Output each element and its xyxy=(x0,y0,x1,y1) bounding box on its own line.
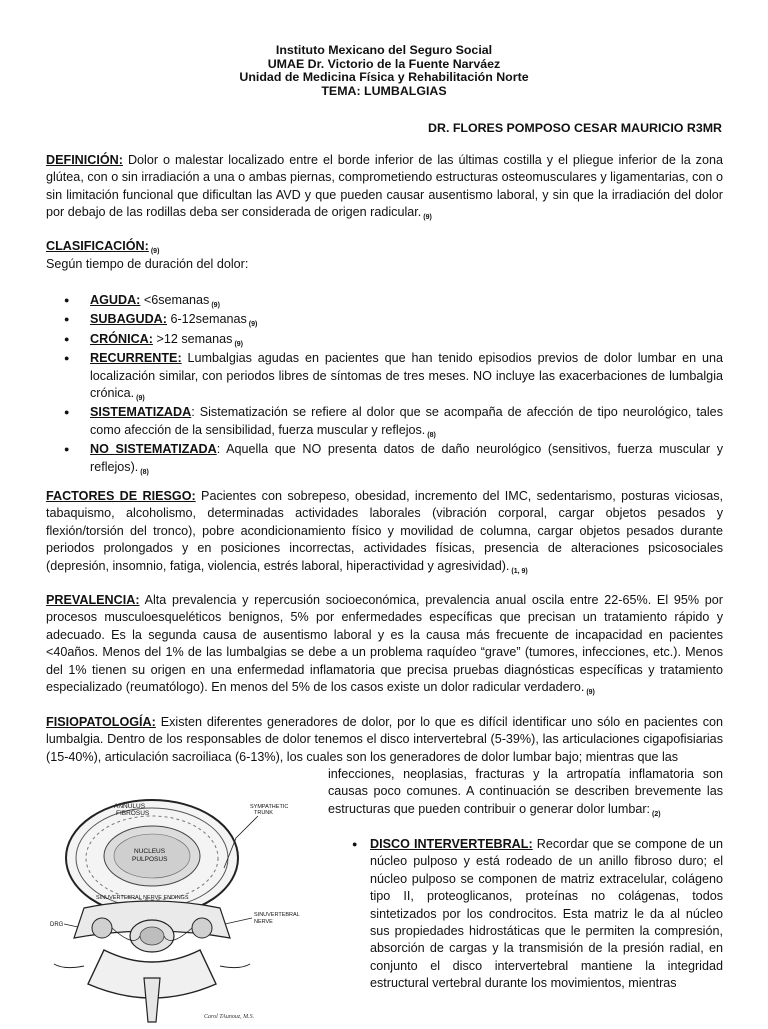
item-ref: (9) xyxy=(248,321,258,329)
classification-label: CLASIFICACIÓN: xyxy=(46,239,149,253)
risk-factors-label: FACTORES DE RIESGO: xyxy=(46,489,196,503)
pathophysiology-text: Existen diferentes generadores de dolor, por lo que es difícil identificar uno sólo en pacientes con lumbalgia. Dentro de los responsables de dolor tenemos el disco intervertebral (5-39%), las articulaciones cigapofisiarias (15-40%), articulación sacroiliaca (6-13%), los cuales son los generadores de dolor lumbar bajo; mientras que las xyxy=(46,715,723,764)
sinuvertebral-endings-label: SINUVERTEBRAL NERVE ENDINGS xyxy=(96,895,189,901)
pathophysiology-continued-text xyxy=(328,766,723,820)
item-term: RECURRENTE: xyxy=(90,351,182,366)
pathophysiology-ref: (2) xyxy=(652,810,661,818)
prevalence-paragraph xyxy=(46,592,723,698)
item-term: AGUDA: xyxy=(90,293,141,307)
item-ref: (8) xyxy=(427,431,436,439)
institution-name: Instituto Mexicano del Seguro Social xyxy=(275,43,493,57)
pulposus-label: PULPOSUS xyxy=(132,856,168,863)
prevalence-ref: (9) xyxy=(586,689,595,697)
pathophysiology-label: FISIOPATOLOGÍA: xyxy=(46,715,156,729)
signature-label: Carol TAunouz, M.S. xyxy=(204,1014,255,1020)
annulus-label: ANNULUS xyxy=(114,803,146,810)
trunk-label: TRUNK xyxy=(254,810,273,816)
fibrosus-label: FIBROSUS xyxy=(116,810,150,817)
item-text: <6semanas xyxy=(140,293,210,307)
definition-ref: (9) xyxy=(423,214,432,222)
prevalence-text: Alta prevalencia y repercusión socioeconómica, prevalencia anual oscila entre 22-65%. El 95% por procesos musculoesqueléticos benignos, 5% por enfermedades específicas que precisan un tratamiento rápido y adecuado. Es la segunda causa de ausentismo laboral y es la causa más frecuente de incapacidad en pacientes <40años. Menos del 1% de las lumbalgias se debe a un problema raquídeo “grave” (tumores, infecciones, etc.). Menos del 1% tienen su origen en una enfermedad inflamatoria que precisa pruebas diagnósticas específicas y tratamiento especializado (reumatólogo). En menos del 5% de los casos existe un dolor radicular verdadero. xyxy=(46,593,723,695)
spine-cross-section-illustration xyxy=(44,798,322,1024)
drg-label: DRG xyxy=(50,922,64,928)
pathophysiology-continued xyxy=(328,766,723,820)
list-item xyxy=(46,404,723,441)
disc-term: DISCO INTERVERTEBRAL: xyxy=(370,837,533,851)
risk-factors-paragraph xyxy=(46,488,723,577)
unit-name: Unidad de Medicina Física y Rehabilitación Norte xyxy=(239,70,529,85)
bullet-icon: ● xyxy=(352,839,358,849)
continued-text: infecciones, neoplasias, fracturas y la artropatía inflamatoria son causas poco comunes. A continuación se describen brevemente las estructuras que pueden contribuir o generar dolor lumbar: xyxy=(328,767,723,816)
definition-text: Dolor o malestar localizado entre el borde inferior de las últimas costilla y el pliegue inferior de la zona glútea, con o sin irradiación a una o ambas piernas, comprometiendo estructuras osteomusculares y ligamentarias, con o sin limitación funcional que dificultan las AVD y que pueden causar ausentismo laboral, y sin que la irradiación del dolor por debajo de las rodillas deba ser considerada de origen radicular. xyxy=(46,153,723,220)
author-name: DR. FLORES POMPOSO CESAR MAURICIO R3MR xyxy=(428,121,722,135)
list-item xyxy=(46,331,723,350)
list-item xyxy=(328,836,723,993)
item-term: CRÓNICA: xyxy=(90,331,153,346)
classification-intro: Según tiempo de duración del dolor: xyxy=(46,257,249,271)
disc-text: Recordar que se compone de un núcleo pulposo y está rodeado de un anillo fibroso duro; el núcleo pulposo se componen de matriz extracelular, colágeno tipo II, proteoglicanos, proteínas no colágenas, todos sintetizados por los condrocitos. Esta matriz le da al núcleo sus propiedades hidrostáticas que le permiten la compresión, absorción de cargas y la transmisión de la presión radial, en conjunto el disco intervertebral mantiene la integridad estructural vertebral durante los movimientos, mientras xyxy=(370,837,723,991)
risk-factors-ref: (1, 9) xyxy=(511,567,528,575)
pathophysiology-paragraph xyxy=(46,714,723,766)
item-term: NO SISTEMATIZADA xyxy=(90,442,217,457)
sympathetic-label: SYMPATHETIC xyxy=(250,804,289,810)
list-item xyxy=(46,311,723,330)
nucleus-label: NUCLEUS xyxy=(134,848,166,855)
classification-list xyxy=(46,292,723,478)
item-term: SUBAGUDA: xyxy=(90,312,167,327)
disc-section xyxy=(328,836,723,993)
nerve-label: NERVE xyxy=(254,919,273,925)
risk-factors-text: Pacientes con sobrepeso, obesidad, incremento del IMC, sedentarismo, posturas viciosas, tabaquismo, alcoholismo, determinadas actividades laborales (vibración corporal, cargar objetos pesados y flexión/torsión del tronco), pobre acondicionamiento físico y movilidad de columna, cargar objetos pesados durante periodos prolongados y en posiciones incorrectas, actividades físicas, presencia de alteraciones psicosociales (depresión, insomnio, fatiga, violencia, estrés laboral, hiperactividad y agresividad). xyxy=(46,489,723,573)
list-item xyxy=(46,441,723,478)
item-term: SISTEMATIZADA xyxy=(90,405,192,420)
item-text: : Sistematización se refiere al dolor que se acompaña de afección de tipo neurológico, tales como afección de la sensibilidad, fuerza muscular y reflejos. xyxy=(90,405,723,437)
item-ref: (9) xyxy=(234,340,243,348)
item-ref: (9) xyxy=(211,302,220,309)
definition-paragraph xyxy=(46,152,723,224)
topic-title: TEMA: LUMBALGIAS xyxy=(321,83,447,98)
classification-heading xyxy=(46,238,723,257)
item-text: 6-12semanas xyxy=(166,312,247,327)
definition-label: DEFINICIÓN: xyxy=(46,153,123,167)
list-item xyxy=(46,292,723,311)
prevalence-label: PREVALENCIA: xyxy=(46,593,140,607)
document-header xyxy=(0,44,768,98)
item-ref: (9) xyxy=(136,395,145,403)
sinuvertebral-label: SINUVERTEBRAL xyxy=(254,912,300,918)
list-item xyxy=(46,350,723,404)
item-text: Lumbalgias agudas en pacientes que han tenido episodios previos de dolor lumbar en una localización similar, con periodos libres de síntomas de tres meses. NO incluye las exacerbaciones de lumbalgia crónica. xyxy=(90,351,723,401)
umae-name: UMAE Dr. Victorio de la Fuente Narváez xyxy=(267,56,501,71)
classification-ref: (9) xyxy=(150,248,160,255)
item-text: >12 semanas xyxy=(152,331,233,346)
item-text: : Aquella que NO presenta datos de daño neurológico (sensitivos, fuerza muscular y reflejos). xyxy=(90,442,723,474)
item-ref: (8) xyxy=(140,468,149,476)
